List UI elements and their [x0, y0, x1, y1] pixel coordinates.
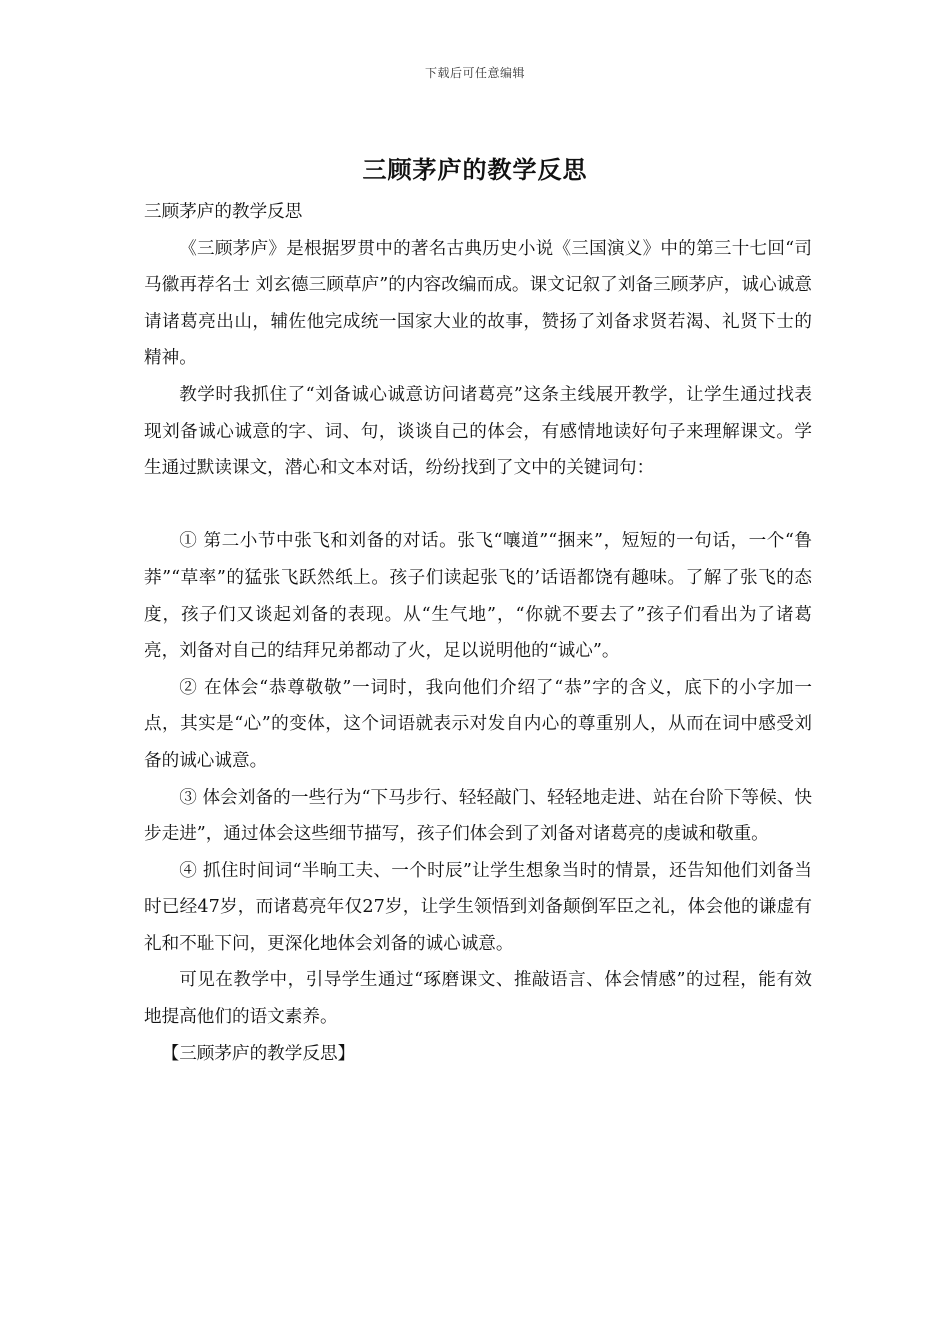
paragraph-point-2: ② 在体会“恭尊敬敬”一词时，我向他们介绍了“恭”字的含义，底下的小字加一点，其实是“心”的变体，这个词语就表示对发自内心的尊重别人，从而在词中感受刘备的诚心诚意。 [144, 677, 812, 771]
document-subtitle: 三顾茅庐的教学反思 [144, 202, 303, 222]
header-note: 下载后可任意编辑 [424, 66, 525, 80]
paragraph-point-3: ③ 体会刘备的一些行为“下马步行、轻轻敲门、轻轻地走进、站在台阶下等候、快步走进”，通过体会这些细节描写，孩子们体会到了刘备对诸葛亮的虔诚和敬重。 [144, 787, 812, 845]
closing-bracket-title: 【三顾茅庐的教学反思】 [161, 1043, 356, 1064]
blank-line [144, 487, 812, 524]
paragraph-point-4: ④ 抓住时间词“半晌工夫、一个时辰”让学生想象当时的情景，还告知他们刘备当时已经47岁，而诸葛亮年仅27岁，让学生领悟到刘备颠倒军臣之礼，体会他的谦虚有礼和不耻下问，更深化地体会刘备的诚心诚意。 [144, 860, 812, 954]
document-title: 三顾茅庐的教学反思 [362, 155, 588, 184]
paragraph-intro: 《三顾茅庐》是根据罗贯中的著名古典历史小说《三国演义》中的第三十七回“司马徽再荐名士 刘玄德三顾草庐”的内容改编而成。课文记叙了刘备三顾茅庐，诚心诚意请诸葛亮出山，辅佐他完成统一国家大业的故事，赞扬了刘备求贤若渴、礼贤下士的精神。 [144, 238, 812, 369]
paragraph-conclusion: 可见在教学中，引导学生通过“琢磨课文、推敲语言、体会情感”的过程，能有效地提高他们的语文素养。 [144, 970, 812, 1028]
document-body [144, 194, 812, 1072]
paragraph-teaching: 教学时我抓住了“刘备诚心诚意访问诸葛亮”这条主线展开教学，让学生通过找表现刘备诚心诚意的字、词、句，谈谈自己的体会，有感情地读好句子来理解课文。学生通过默读课文，潜心和文本对话，纷纷找到了文中的关键词句： [144, 384, 812, 479]
paragraph-point-1: ① 第二小节中张飞和刘备的对话。张飞“嚷道”“捆来”，短短的一句话，一个“鲁莽”“草率”的猛张飞跃然纸上。孩子们读起张飞的’话语都饶有趣味。了解了张飞的态度，孩子们又谈起刘备的表现。从“生气地”，“你就不要去了”孩子们看出为了诸葛亮，刘备对自己的结拜兄弟都动了火，足以说明他的“诚心”。 [144, 531, 812, 662]
